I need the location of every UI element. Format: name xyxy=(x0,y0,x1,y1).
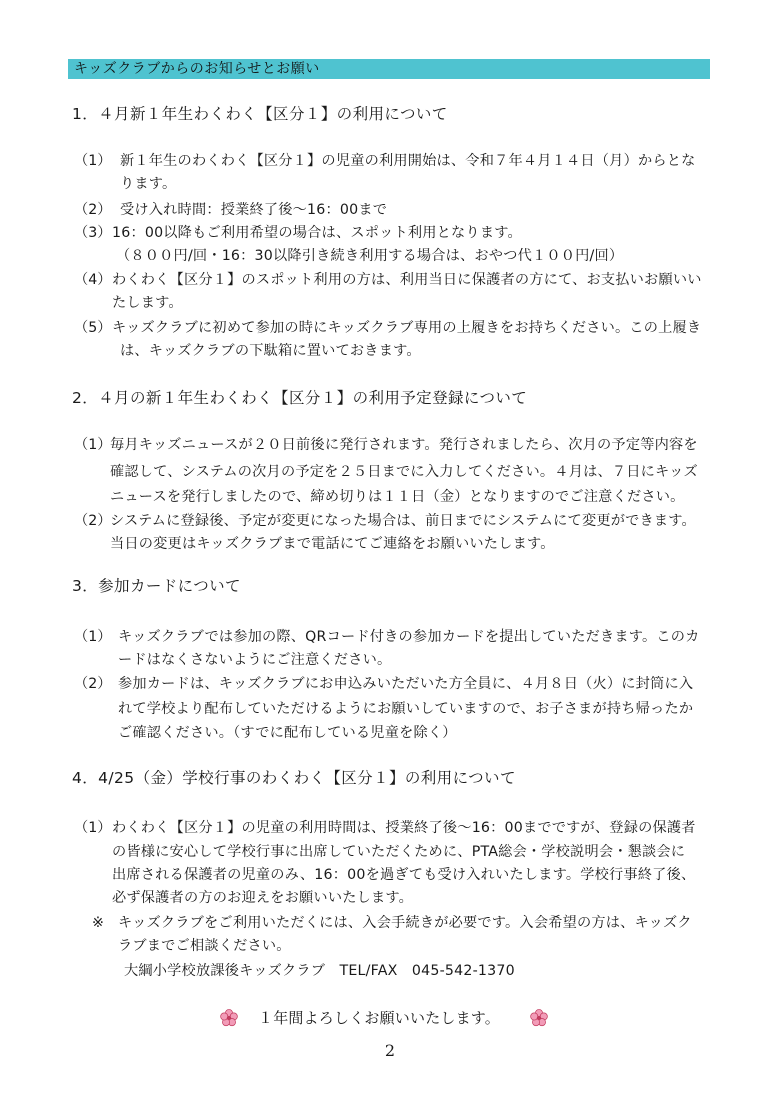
item-text: キッズクラブに初めて参加の時にキッズクラブ専用の上履きをお持ちください。この上履き xyxy=(112,320,702,336)
closing-message: １年間よろしくお願いいたします。 xyxy=(258,1009,501,1027)
item-text: ニュースを発行しましたので、締め切りは１１日（金）となりますのでご注意ください。 xyxy=(110,489,685,505)
item-text: ードはなくさないようにご注意ください。 xyxy=(118,652,392,668)
item-number: （2） xyxy=(74,202,112,218)
item-text: の皆様に安心して学校行事に出席していただくために、PTA総会・学校説明会・懇談会に xyxy=(112,844,686,860)
section-4-heading: 4．4/25（金）学校行事のわくわく【区分１】の利用について xyxy=(72,769,516,787)
item-text: わくわく【区分１】の児童の利用時間は、授業終了後～16：00までですが、登録の保護者 xyxy=(112,820,696,836)
item-text: わくわく【区分１】のスポット利用の方は、利用当日に保護者の方にて、お支払いお願いい xyxy=(112,272,702,288)
item-text: 必ず保護者の方のお迎えをお願いいたします。 xyxy=(112,890,414,906)
item-number: （1） xyxy=(74,437,112,453)
item-text: 新１年生のわくわく【区分１】の児童の利用開始は、令和７年４月１４日（月）からとな xyxy=(120,153,696,169)
note-text: ラブまでご相談ください。 xyxy=(118,938,291,954)
item-number: （1） xyxy=(74,629,112,645)
item-number: （5） xyxy=(74,320,112,336)
section-3-heading: 3．参加カードについて xyxy=(72,577,241,595)
item-text: 確認して、システムの次月の予定を２５日までに入力してください。４月は、７日にキッズ xyxy=(110,464,698,480)
item-number: （2） xyxy=(74,513,112,529)
item-text: ります。 xyxy=(120,176,177,192)
item-text: （８００円/回・16：30以降引き続き利用する場合は、おやつ代１００円/回） xyxy=(116,248,624,264)
item-text: 毎月キッズニュースが２０日前後に発行されます。発行されましたら、次月の予定等内容を xyxy=(110,437,698,453)
page-number: 2 xyxy=(384,1041,396,1060)
notice-banner: キッズクラブからのお知らせとお願い xyxy=(68,59,710,79)
item-text: は、キッズクラブの下駄箱に置いておきます。 xyxy=(120,343,421,359)
section-2-heading: 2．４月の新１年生わくわく【区分１】の利用予定登録について xyxy=(72,389,528,407)
item-number: （4） xyxy=(74,272,112,288)
flower-icon xyxy=(530,1009,548,1027)
item-text: たします。 xyxy=(112,295,183,311)
item-number: （2） xyxy=(74,676,112,692)
item-number: （3） xyxy=(74,225,112,241)
item-text: 参加カードは、キッズクラブにお申込みいただいた方全員に、４月８日（火）に封筒に入 xyxy=(118,676,694,692)
item-text: ご確認ください。（すでに配布している児童を除く） xyxy=(118,725,457,741)
item-number: （1） xyxy=(74,820,112,836)
item-text: システムに登録後、予定が変更になった場合は、前日までにシステムにて変更ができます。 xyxy=(110,513,696,529)
note-text: キッズクラブをご利用いただくには、入会手続きが必要です。入会希望の方は、キッズク xyxy=(118,915,692,931)
contact-info: 大綱小学校放課後キッズクラブ TEL/FAX 045-542-1370 xyxy=(124,963,515,979)
note-mark: ※ xyxy=(92,915,104,931)
section-1-heading: 1．４月新１年生わくわく【区分１】の利用について xyxy=(72,105,448,123)
item-text: 出席される保護者の児童のみ、16：00を過ぎても受け入れいたします。学校行事終了後、 xyxy=(112,867,696,883)
item-text: れて学校より配布していただけるようにお願いしていますので、お子さまが持ち帰ったか xyxy=(118,701,694,717)
flower-icon xyxy=(220,1009,238,1027)
item-number: （1） xyxy=(74,153,112,169)
item-text: 受け入れ時間：授業終了後～16：00まで xyxy=(120,202,388,218)
item-text: 当日の変更はキッズクラブまで電話にてご連絡をお願いいたします。 xyxy=(110,536,555,552)
item-text: キッズクラブでは参加の際、QRコード付きの参加カードを提出していただきます。このカ xyxy=(118,629,700,645)
item-text: 16：00以降もご利用希望の場合は、スポット利用となります。 xyxy=(112,225,522,241)
